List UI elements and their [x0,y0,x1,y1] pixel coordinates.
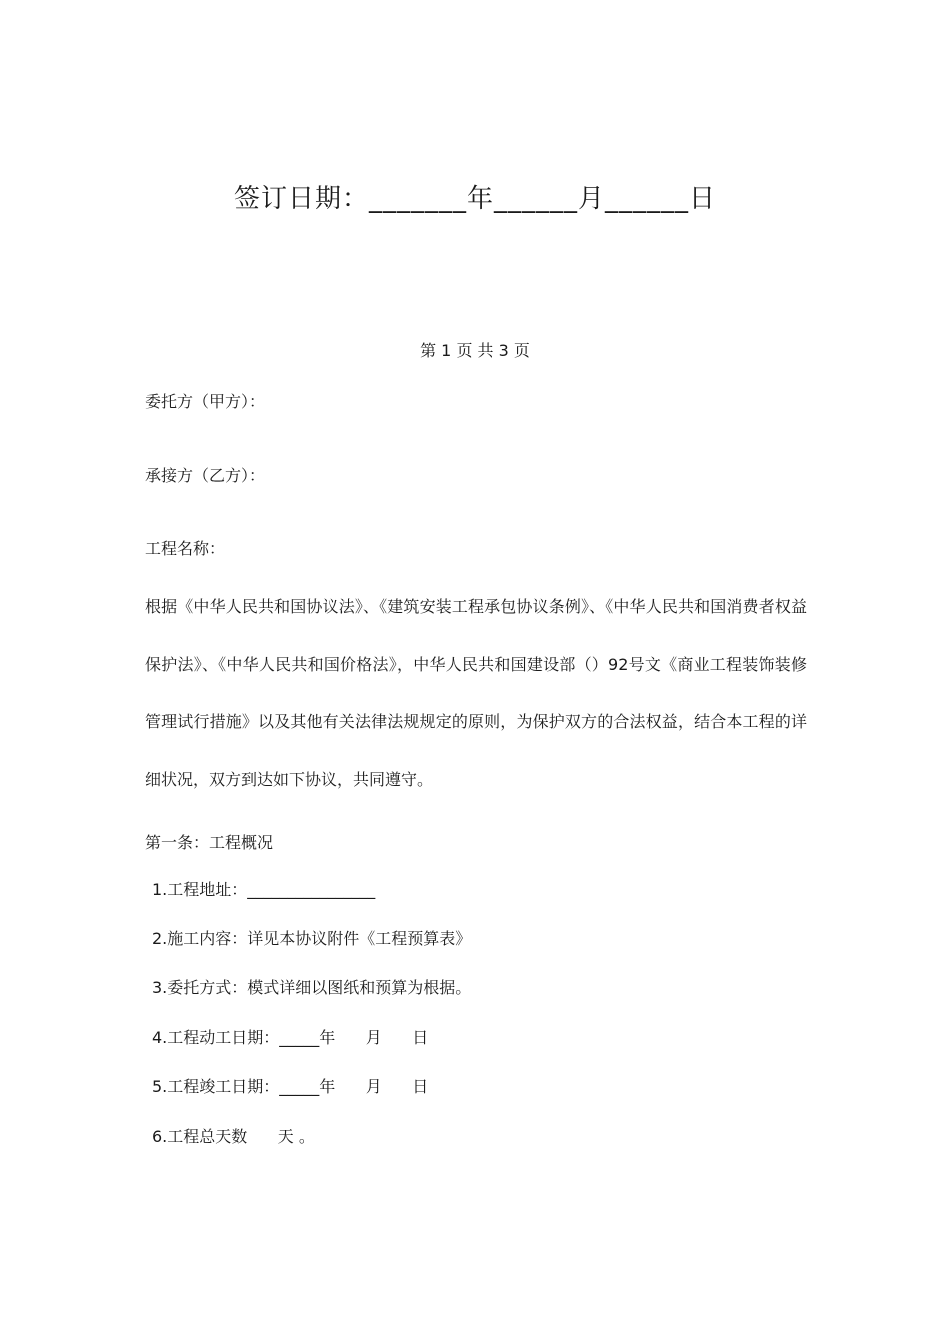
signing-date-line: 签订日期：_______年______月______日 [233,184,716,214]
party-b-label: 承接方（乙方）： [145,466,266,485]
project-name-label: 工程名称： [145,539,226,558]
total-days-item: 6.工程总天数 天 。 [152,1127,315,1146]
completion-date-item: 5.工程竣工日期：_____年 月 日 [152,1077,429,1096]
page-number: 第 1 页 共 3 页 [420,341,530,360]
commission-method-item: 3.委托方式：模式详细以图纸和预算为根据。 [152,978,472,997]
construction-content-item: 2.施工内容：详见本协议附件《工程预算表》 [152,929,472,948]
party-a-label: 委托方（甲方）： [145,392,266,411]
article-1-title: 第一条：工程概况 [145,833,274,852]
intro-paragraph: 根据《中华人民共和国协议法》、《建筑安装工程承包协议条例》、《中华人民共和国消费者权益保护法》、《中华人民共和国价格法》，中华人民共和国建设部（）92号文《商业工程装饰装修管理试行措施》以及其他有关法律法规规定的原则，为保护双方的合法权益，结合本工程的详细状况，双方到达如下协议，共同遵守。 [145,597,807,789]
project-address-item: 1.工程地址：________________ [152,880,376,899]
start-date-item: 4.工程动工日期：_____年 月 日 [152,1028,429,1047]
